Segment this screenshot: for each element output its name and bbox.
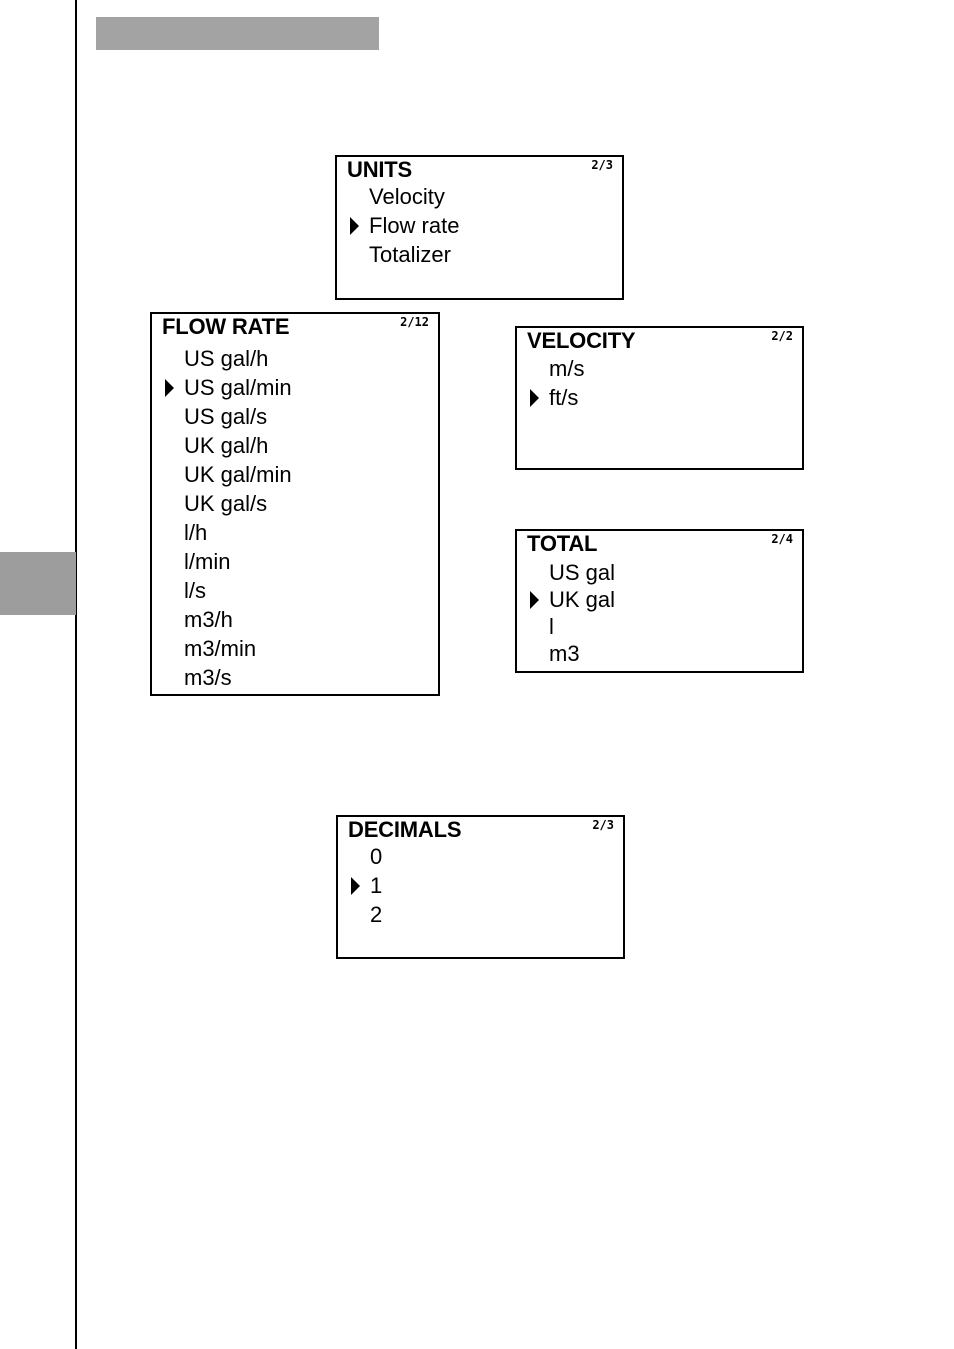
flow-rate-menu-item[interactable] bbox=[152, 547, 438, 576]
units-menu-screen bbox=[335, 155, 624, 300]
units-menu-page-indicator: 2/3 bbox=[591, 158, 613, 172]
decimals-menu-item[interactable] bbox=[338, 900, 623, 929]
flow-rate-item-label: l/min bbox=[184, 549, 231, 574]
flow-rate-menu-item[interactable] bbox=[152, 576, 438, 605]
flow-rate-item-label: l/h bbox=[184, 520, 208, 545]
units-menu-item[interactable] bbox=[337, 211, 622, 240]
units-menu-title: UNITS bbox=[347, 157, 413, 182]
total-menu-page-indicator: 2/4 bbox=[771, 532, 793, 546]
units-menu-item[interactable] bbox=[337, 240, 622, 269]
flow-rate-menu-item[interactable] bbox=[152, 402, 438, 431]
decimals-item-label: 2 bbox=[370, 902, 383, 927]
total-menu-screen bbox=[515, 529, 804, 673]
decimals-menu-item[interactable] bbox=[338, 842, 623, 871]
flow-rate-menu-item[interactable] bbox=[152, 460, 438, 489]
section-header-bar bbox=[96, 17, 379, 50]
velocity-menu-title: VELOCITY bbox=[527, 328, 636, 353]
decimals-menu-screen bbox=[336, 815, 625, 959]
total-menu-item[interactable] bbox=[517, 640, 802, 667]
velocity-item-label: ft/s bbox=[549, 385, 579, 410]
flow-rate-item-label: UK gal/s bbox=[184, 491, 268, 516]
flow-rate-menu-item[interactable] bbox=[152, 518, 438, 547]
flow-rate-item-label: US gal/min bbox=[184, 375, 292, 400]
flow-rate-menu-item[interactable] bbox=[152, 634, 438, 663]
flow-rate-item-label: m3/min bbox=[184, 636, 257, 661]
decimals-menu-title: DECIMALS bbox=[348, 817, 462, 842]
velocity-menu-page-indicator: 2/2 bbox=[771, 329, 793, 343]
flow-rate-item-label: US gal/h bbox=[184, 346, 269, 371]
flow-rate-item-label: m3/s bbox=[184, 665, 232, 690]
chapter-side-tab bbox=[0, 552, 76, 615]
units-menu-item-label: Totalizer bbox=[369, 242, 451, 267]
decimals-menu-item[interactable] bbox=[338, 871, 623, 900]
flow-rate-item-label: US gal/s bbox=[184, 404, 268, 429]
flow-rate-menu-screen bbox=[150, 312, 440, 696]
selection-cursor-icon bbox=[165, 379, 174, 397]
flow-rate-menu-title: FLOW RATE bbox=[162, 314, 290, 339]
velocity-menu-item[interactable] bbox=[517, 354, 802, 383]
total-item-label: l bbox=[549, 614, 554, 639]
flow-rate-menu-item[interactable] bbox=[152, 373, 438, 402]
units-menu-item[interactable] bbox=[337, 182, 622, 211]
flow-rate-item-label: UK gal/min bbox=[184, 462, 292, 487]
total-item-label: UK gal bbox=[549, 587, 616, 612]
flow-rate-item-label: m3/h bbox=[184, 607, 233, 632]
flow-rate-menu-item[interactable] bbox=[152, 489, 438, 518]
velocity-menu-item[interactable] bbox=[517, 383, 802, 412]
selection-cursor-icon bbox=[350, 217, 359, 235]
decimals-item-label: 0 bbox=[370, 844, 383, 869]
page-margin-rule bbox=[75, 0, 77, 1349]
flow-rate-menu-page-indicator: 2/12 bbox=[400, 315, 429, 329]
flow-rate-menu-item[interactable] bbox=[152, 663, 438, 692]
velocity-menu-screen bbox=[515, 326, 804, 470]
total-menu-item[interactable] bbox=[517, 559, 802, 586]
flow-rate-menu-item[interactable] bbox=[152, 344, 438, 373]
total-menu-item[interactable] bbox=[517, 613, 802, 640]
units-menu-item-label: Flow rate bbox=[369, 213, 460, 238]
flow-rate-item-label: l/s bbox=[184, 578, 206, 603]
total-item-label: US gal bbox=[549, 560, 616, 585]
flow-rate-menu-item[interactable] bbox=[152, 605, 438, 634]
total-menu-title: TOTAL bbox=[527, 531, 598, 556]
selection-cursor-icon bbox=[351, 877, 360, 895]
flow-rate-menu-item[interactable] bbox=[152, 431, 438, 460]
velocity-item-label: m/s bbox=[549, 356, 585, 381]
units-menu-item-label: Velocity bbox=[369, 184, 445, 209]
flow-rate-item-label: UK gal/h bbox=[184, 433, 269, 458]
decimals-menu-page-indicator: 2/3 bbox=[592, 818, 614, 832]
selection-cursor-icon bbox=[530, 389, 539, 407]
selection-cursor-icon bbox=[530, 591, 539, 609]
decimals-item-label: 1 bbox=[370, 873, 383, 898]
total-menu-item[interactable] bbox=[517, 586, 802, 613]
total-item-label: m3 bbox=[549, 641, 580, 666]
